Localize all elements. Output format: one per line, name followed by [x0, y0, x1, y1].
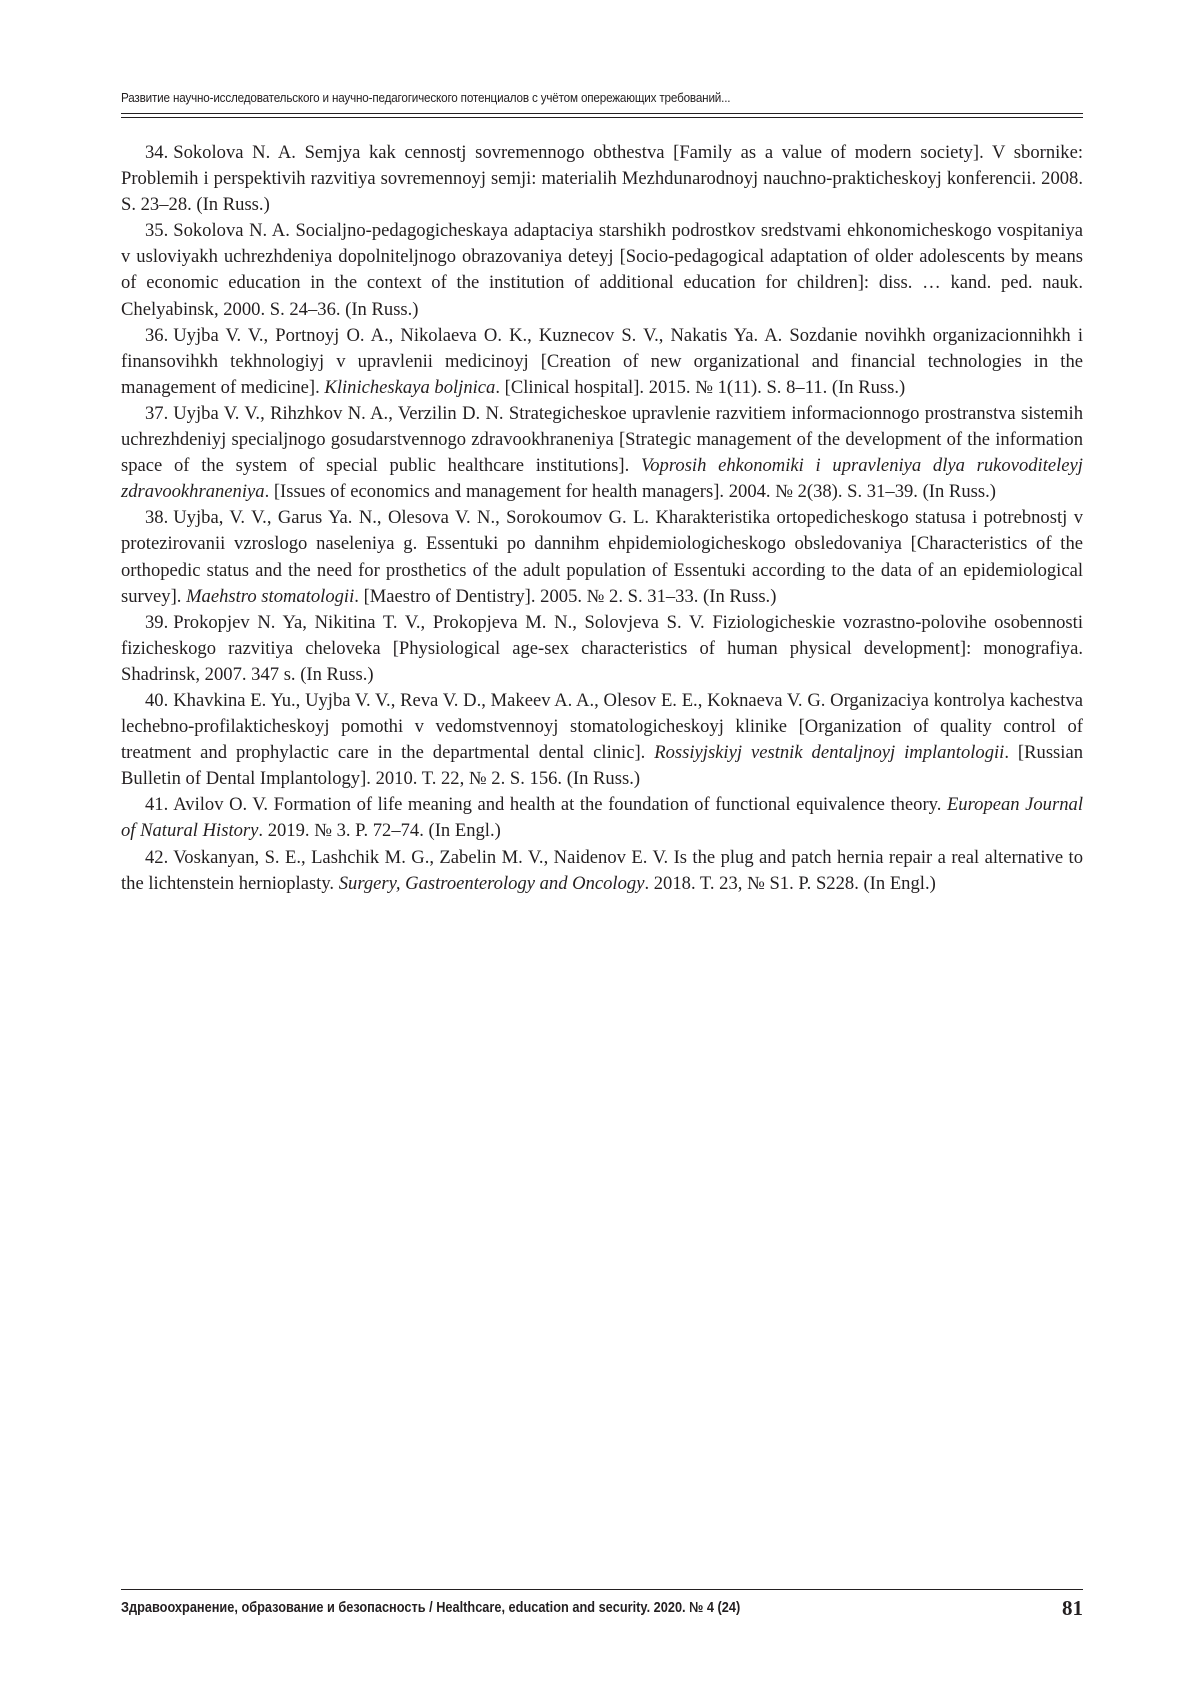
reference-text: Avilov O. V. Formation of life meaning and health at the foundation of functional equivalence theory. [173, 794, 947, 816]
reference-number: 37. [145, 402, 169, 424]
journal-citation: Здравоохранение, образование и безопасность / Healthcare, education and security. 2020. № 4 (24) [121, 1600, 741, 1616]
reference-text: Sokolova N. A. Semjya kak cennostj sovremennogo obthestva [Family as a value of modern society]. V sbornike: Problemih i perspektivih razvitiya sovremennoyj semji: materialih Mezhdunarodnoyj nauchno-prakticheskoyj konferencii. 2008. S. 23–28. (In Russ.) [121, 142, 1083, 216]
reference-number: 36. [145, 324, 169, 346]
reference-source-title: Voprosih ehkonomiki i upravleniya dlya rukovoditeleyj zdravookhraneniya [121, 455, 1083, 503]
reference-source-title: Surgery, Gastroenterology and Oncology [338, 872, 645, 894]
reference-text: . [Issues of economics and management for health managers]. 2004. № 2(38). S. 31–39. (In Russ.) [264, 481, 996, 503]
reference-number: 39. [145, 611, 169, 633]
reference-number: 40. [145, 689, 169, 711]
reference-list [121, 140, 1083, 897]
reference-source-title: Klinicheskaya boljnica [324, 376, 496, 398]
reference-text: . 2018. T. 23, № S1. P. S228. (In Engl.) [644, 872, 936, 894]
reference-item [121, 323, 1083, 401]
reference-item [121, 792, 1083, 844]
reference-text: Uyjba, V. V., Garus Ya. N., Olesova V. N., Sorokoumov G. L. Kharakteristika ortopedicheskogo statusa i potrebnostj v protezirovanii vzroslogo naseleniya g. Essentuki po dannihm ehpidemiologicheskogo obsledovaniya [Characteristics of the orthopedic status and the need for prosthetics of the adult population of Essentuki according to the data of an epidemiological survey]. [121, 507, 1083, 607]
reference-item [121, 140, 1083, 218]
reference-text: . [Maestro of Dentistry]. 2005. № 2. S. 31–33. (In Russ.) [354, 585, 777, 607]
reference-text: Prokopjev N. Ya, Nikitina T. V., Prokopjeva M. N., Solovjeva S. V. Fiziologicheskie vozrastno-polovihe osobennosti fizicheskogo razvitiya cheloveka [Physiological age-sex characteristics of human physical development]: monografiya. Shadrinsk, 2007. 347 s. (In Russ.) [121, 611, 1083, 685]
reference-text: . 2019. № 3. P. 72–74. (In Engl.) [258, 820, 501, 842]
reference-source-title: European Journal of Natural History [121, 794, 1083, 842]
reference-number: 41. [145, 794, 169, 816]
reference-text: Uyjba V. V., Portnoyj O. A., Nikolaeva O. K., Kuznecov S. V., Nakatis Ya. A. Sozdanie novihkh organizacionnihkh i finansovihkh tekhnologiyj v upravlenii medicinoyj [Creation of new organizational and financial technologies in the management of medicine]. [121, 324, 1083, 398]
reference-item [121, 218, 1083, 322]
reference-text: Khavkina E. Yu., Uyjba V. V., Reva V. D., Makeev A. A., Olesov E. E., Koknaeva V. G. Organizaciya kontrolya kachestva lechebno-profilakticheskoyj pomothi v vedomstvennoyj stomatologicheskoyj klinike [Organization of quality control of treatment and prophylactic care in the departmental dental clinic]. [121, 689, 1083, 764]
reference-text: . [Clinical hospital]. 2015. № 1(11). S. 8–11. (In Russ.) [495, 376, 906, 398]
reference-text: . [Russian Bulletin of Dental Implantology]. 2010. T. 22, № 2. S. 156. (In Russ.) [121, 742, 1084, 790]
reference-source-title: Maehstro stomatologii [186, 585, 355, 607]
reference-text: Sokolova N. A. Socialjno-pedagogicheskaya adaptaciya starshikh podrostkov sredstvami ehkonomicheskogo vospitaniya v usloviyakh uchrezhdeniya dopolniteljnogo obrazovaniya deteyj [Socio-pedagogical adaptation of older adolescents by means of economic education in the context of the institution of additional education for children]: diss. … kand. ped. nauk. Chelyabinsk, 2000. S. 24–36. (In Russ.) [121, 220, 1083, 320]
reference-number: 38. [145, 507, 169, 529]
header-rule-bottom [121, 117, 1083, 118]
reference-number: 42. [145, 846, 169, 868]
footer-rule [121, 1589, 1083, 1590]
page-number: 81 [1062, 1596, 1083, 1620]
reference-item [121, 845, 1083, 897]
reference-item [121, 688, 1083, 792]
header-rule-top [121, 113, 1083, 114]
reference-number: 35. [145, 220, 169, 242]
reference-text: Uyjba V. V., Rihzhkov N. A., Verzilin D. N. Strategicheskoe upravlenie razvitiem informacionnogo prostranstva sistemih uchrezhdeniyj specialjnogo gosudarstvennogo zdravookhraneniya [Strategic management of the development of the information space of the system of special public healthcare institutions]. [121, 402, 1083, 477]
reference-item [121, 610, 1083, 688]
reference-number: 34. [145, 142, 169, 163]
reference-text: Voskanyan, S. E., Lashchik M. G., Zabelin M. V., Naidenov E. V. Is the plug and patch hernia repair a real alternative to the lichtenstein hernioplasty. [121, 846, 1083, 894]
running-title: Развитие научно-исследовательского и научно-педагогического потенциалов с учётом опережающих требований... [121, 90, 731, 105]
reference-source-title: Rossiyjskiyj vestnik dentaljnoyj implantologii [654, 742, 1005, 764]
reference-item [121, 505, 1083, 609]
reference-item [121, 401, 1083, 505]
